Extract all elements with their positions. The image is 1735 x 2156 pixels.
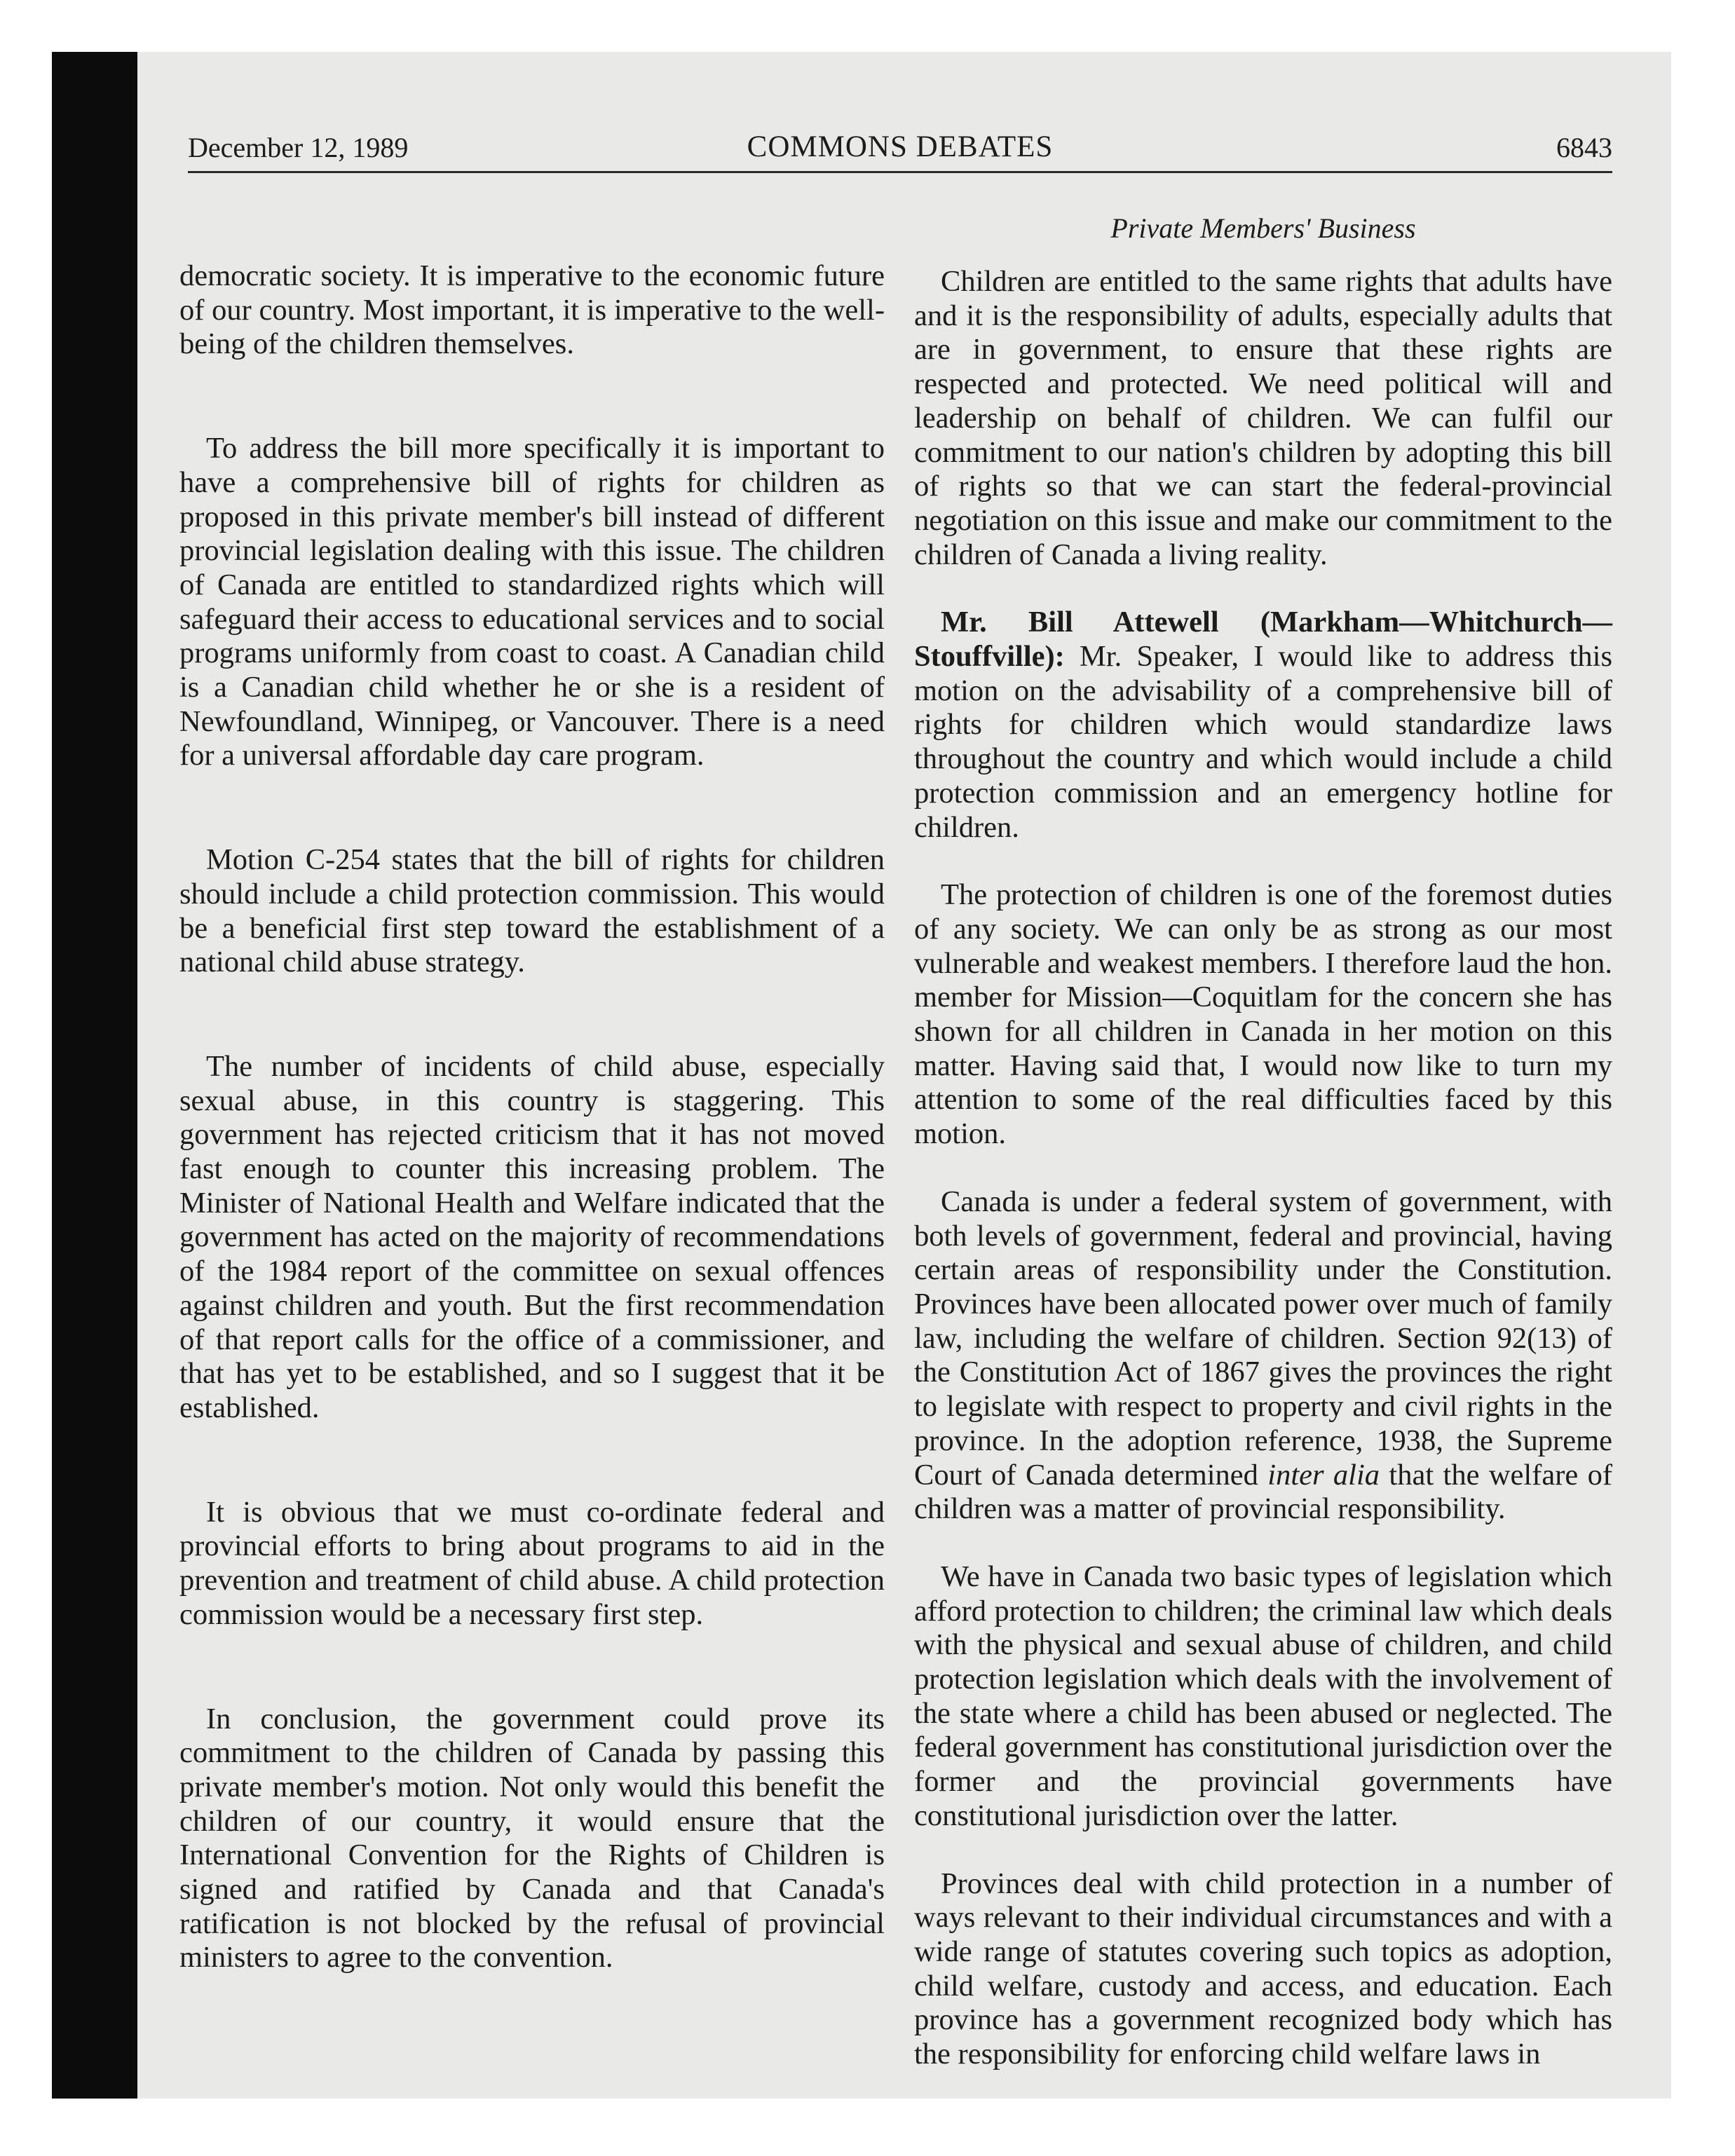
paragraph: The protection of children is one of the foremost duties of any society. We can only be as strong as our most vulnerable and weakest members. I therefore laud the hon. member for Mission—Coquitlam for the concern she has shown for all children in Canada in her motion on this matter. Having said that, I would now like to turn my attention to some of the real difficulties faced by this motion. <box>914 878 1612 1151</box>
paragraph: We have in Canada two basic types of legislation which afford protection to children; the criminal law which deals with the physical and sexual abuse of children, and child protection legislation which deals with the involvement of the state where a child has been abused or neglected. The federal government has constitutional jurisdiction over the former and the provincial governments have constitutional jurisdiction over the latter. <box>914 1560 1612 1832</box>
header-date: December 12, 1989 <box>188 132 409 163</box>
left-column <box>179 259 885 2045</box>
paragraph: To address the bill more specifically it is important to have a comprehensive bill of rights for children as proposed in this private member's bill instead of different provincial legislation dealing with this issue. The children of Canada are entitled to standardized rights which will safeguard their access to educational services and to social programs uniformly from coast to coast. A Canadian child is a Canadian child whether he or she is a resident of Newfoundland, Winnipeg, or Vancouver. There is a need for a universal affordable day care program. <box>179 432 885 772</box>
speech-paragraph <box>914 606 1612 845</box>
section-heading: Private Members' Business <box>1110 212 1416 244</box>
running-head <box>188 126 1612 173</box>
paragraph-text: Canada is under a federal system of government, with both levels of government, federal and provincial, having certain areas of responsibility under the Constitution. Provinces have been allocated power over much of family law, including the welfare of children. Section 92(13) of the Constitution Act of 1867 gives the provinces the right to legislate with respect to property and civil rights in the province. In the adoption reference, 1938, the Supreme Court of Canada determined <box>914 1185 1612 1492</box>
latin-phrase: inter alia <box>1267 1458 1380 1492</box>
paragraph <box>914 1185 1612 1527</box>
page-number: 6843 <box>1556 132 1612 163</box>
speech-text: Mr. Speaker, I would like to address this motion on the advisability of a comprehensive bill of rights for children which would standardize laws throughout the country and which would include a child protection commission and an emergency hotline for children. <box>914 640 1612 844</box>
binding-edge <box>52 52 137 2099</box>
speaker-name: Mr. Bill Attewell (Markham—Whitchurch—Stouffville): <box>914 606 1612 674</box>
right-column <box>914 265 1612 2106</box>
paragraph: Provinces deal with child protection in a number of ways relevant to their individual circumstances and with a wide range of statutes covering such topics as adoption, child welfare, custody and access, and education. Each province has a government recognized body which has the responsibility for enforcing child welfare laws in <box>914 1867 1612 2071</box>
header-publication: COMMONS DEBATES <box>747 130 1054 163</box>
paragraph: Children are entitled to the same rights that adults have and it is the responsibility of adults, especially adults that are in government, to ensure that these rights are respected and protected. We need political will and leadership on behalf of children. We can fulfil our commitment to our nation's children by adopting this bill of rights so that we can start the federal-provincial negotiation on this issue and make our commitment to the children of Canada a living reality. <box>914 265 1612 571</box>
paragraph: democratic society. It is imperative to the economic future of our country. Most important, it is imperative to the well-being of the children themselves. <box>179 259 885 361</box>
paragraph: In conclusion, the government could prove its commitment to the children of Canada by passing this private member's motion. Not only would this benefit the children of our country, it would ensure that the International Convention for the Rights of Children is signed and ratified by Canada and that Canada's ratification is not blocked by the refusal of provincial ministers to agree to the convention. <box>179 1702 885 1974</box>
paragraph: The number of incidents of child abuse, especially sexual abuse, in this country is staggering. This government has rejected criticism that it has not moved fast enough to counter this increasing problem. The Minister of National Health and Welfare indicated that the government has acted on the majority of recommendations of the 1984 report of the committee on sexual offences against children and youth. But the first recommendation of that report calls for the office of a commissioner, and that has yet to be established, and so I suggest that it be established. <box>179 1049 885 1424</box>
paragraph-text: that the welfare of children was a matter of provincial responsibility. <box>914 1458 1612 1526</box>
paragraph: It is obvious that we must co-ordinate federal and provincial efforts to bring about programs to aid in the prevention and treatment of child abuse. A child protection commission would be a necessary first step. <box>179 1495 885 1631</box>
paragraph: Motion C-254 states that the bill of rights for children should include a child protection commission. This would be a beneficial first step toward the establishment of a national child abuse strategy. <box>179 843 885 979</box>
